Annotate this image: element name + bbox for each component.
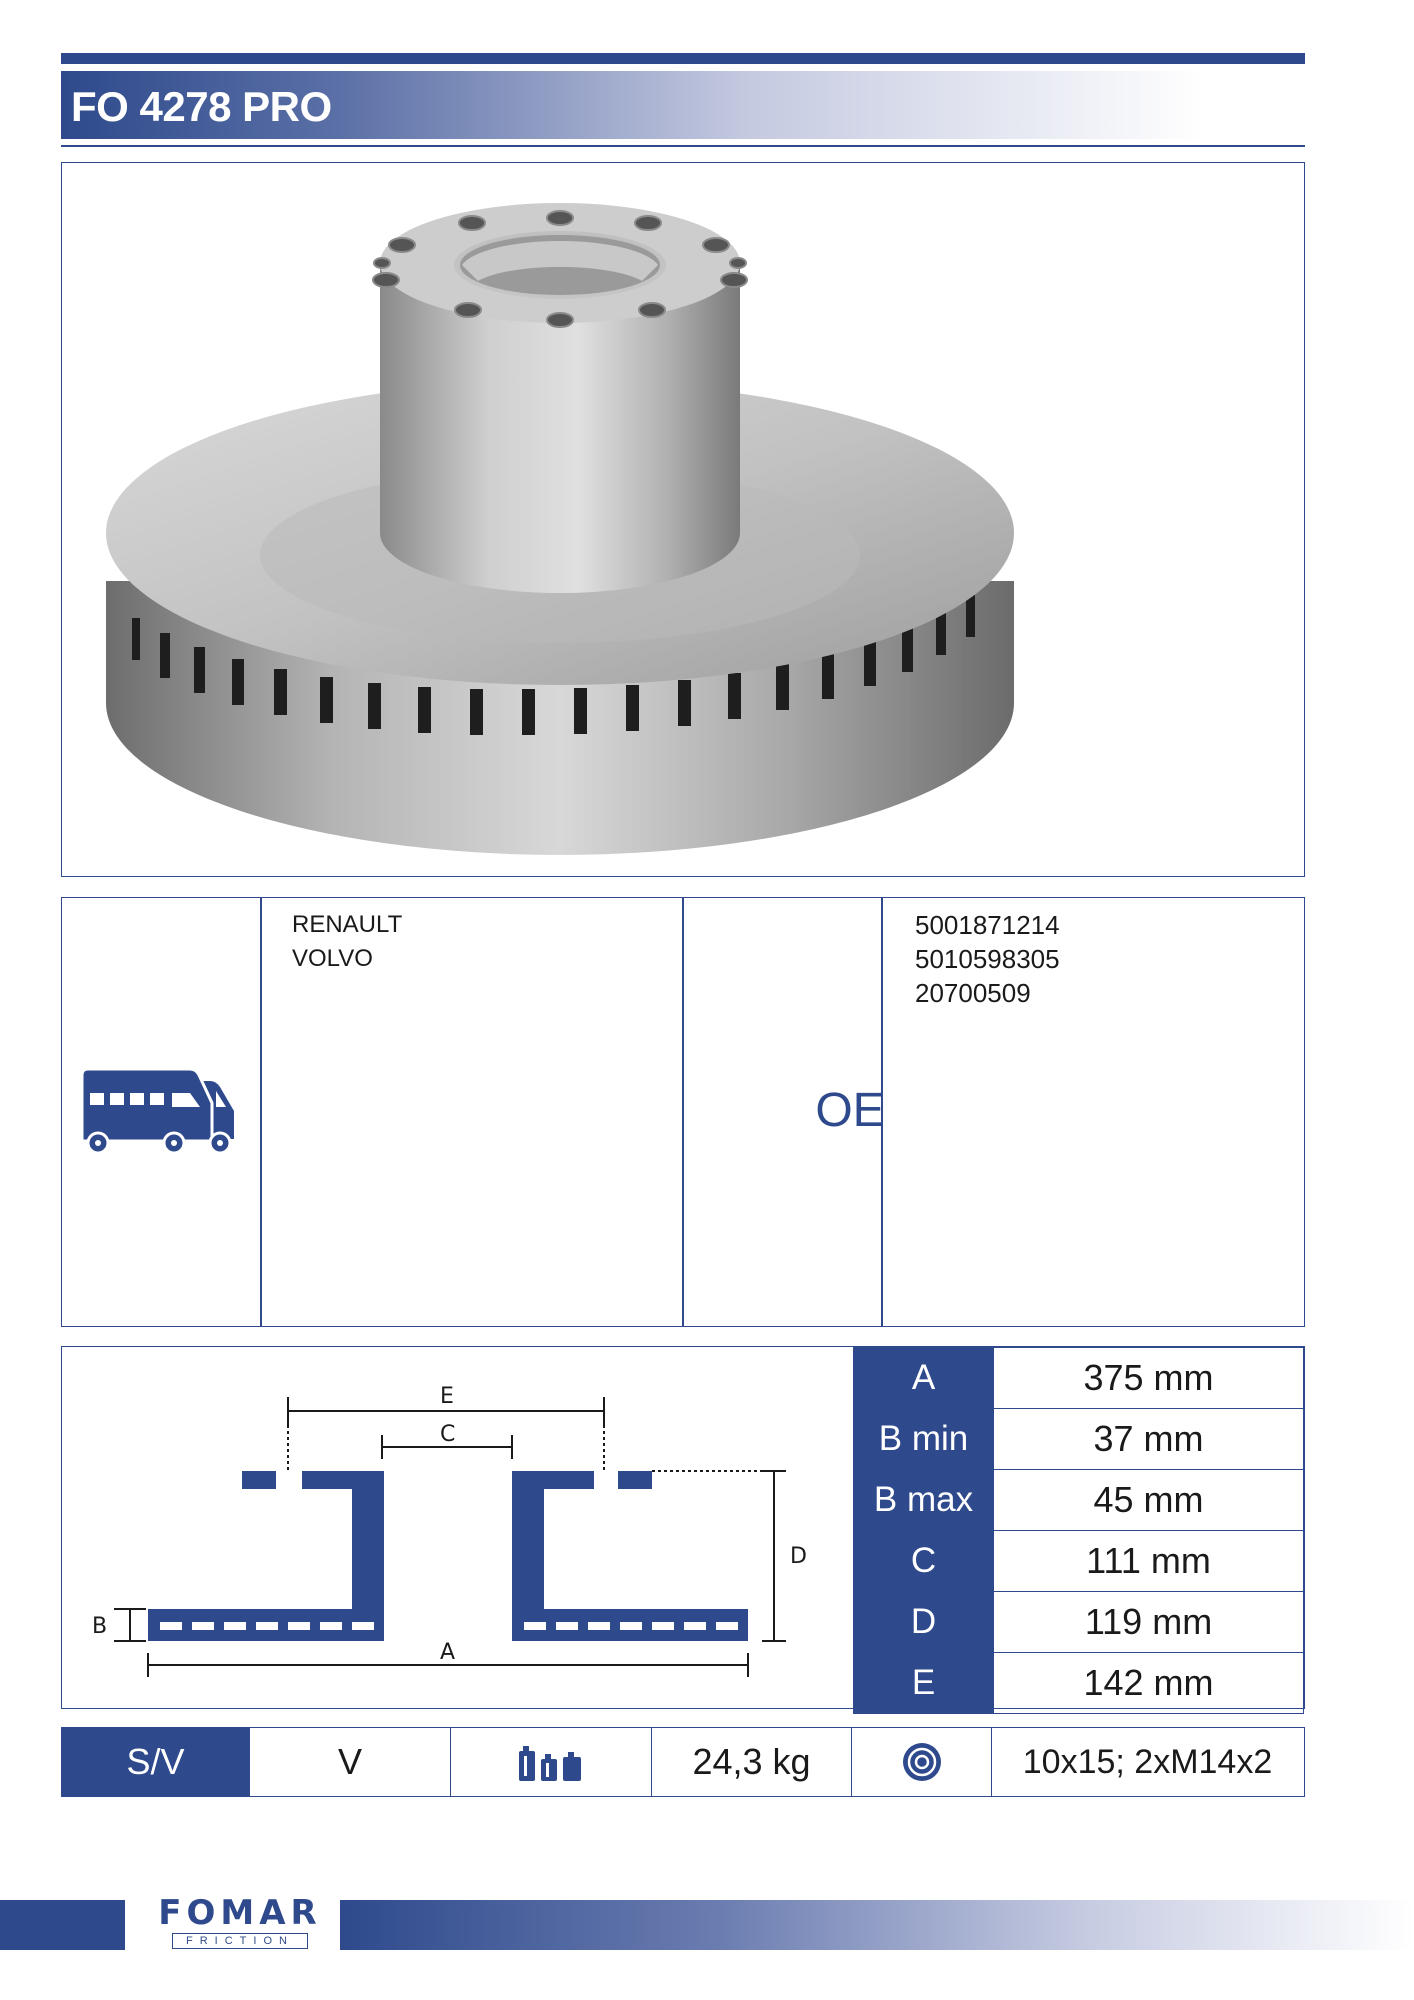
table-row [854, 1531, 1304, 1592]
dim-key: B max [854, 1470, 994, 1531]
diagram-label-a: A [440, 1640, 456, 1665]
dimensions-section [61, 1346, 1305, 1709]
dim-value: 119 mm [994, 1592, 1304, 1653]
oe-label: OE [815, 1084, 885, 1137]
bolt-holes-value: 10x15; 2xM14x2 [1022, 1742, 1273, 1781]
dim-key: C [854, 1531, 994, 1592]
dim-key: A [854, 1348, 994, 1409]
title-band [61, 71, 1305, 139]
make-item: RENAULT [292, 911, 403, 938]
dim-value: 45 mm [994, 1470, 1304, 1531]
product-title: FO 4278 PRO [71, 83, 332, 130]
dimension-diagram [62, 1347, 852, 1707]
weights-icon [451, 1728, 652, 1796]
weight-value: 24,3 kg [652, 1728, 852, 1796]
spec-row [61, 1727, 1305, 1797]
table-row [854, 1653, 1304, 1714]
oe-number: 5001871214 [915, 910, 1060, 940]
footer-bar-left [0, 1900, 125, 1950]
table-row [854, 1409, 1304, 1470]
vehicle-makes-list [292, 908, 402, 976]
dim-key: B min [854, 1409, 994, 1470]
bus-truck-icon [80, 1063, 240, 1153]
dim-value: 111 mm [994, 1531, 1304, 1592]
oe-number: 5010598305 [915, 944, 1060, 974]
diagram-label-d: D [790, 1544, 807, 1569]
fomar-logo [155, 1895, 325, 1955]
table-row [854, 1470, 1304, 1531]
dim-key: D [854, 1592, 994, 1653]
sv-value: V [250, 1728, 451, 1796]
oe-number: 20700509 [915, 978, 1031, 1008]
dim-key: E [854, 1653, 994, 1714]
top-accent-bar [61, 53, 1305, 64]
sv-label: S/V [62, 1728, 250, 1796]
application-table [61, 897, 1305, 1327]
divider [682, 898, 684, 1326]
dim-value: 37 mm [994, 1409, 1304, 1470]
table-row [854, 1592, 1304, 1653]
product-image-frame [61, 162, 1305, 877]
dimensions-table [853, 1347, 1304, 1714]
brand-name: FOMAR [158, 1893, 322, 1933]
footer-bar-right [340, 1900, 1414, 1950]
table-row [854, 1348, 1304, 1409]
divider [260, 898, 262, 1326]
diagram-label-e: E [440, 1384, 454, 1409]
title-underline [61, 145, 1305, 147]
bolt-circle-icon [852, 1728, 992, 1796]
dim-value: 142 mm [994, 1653, 1304, 1714]
brand-subtitle: FRICTION [172, 1933, 308, 1949]
diagram-label-c: C [440, 1422, 456, 1447]
diagram-label-b: B [92, 1614, 108, 1639]
oe-numbers-list [915, 908, 1060, 1010]
dim-value: 375 mm [994, 1348, 1304, 1409]
make-item: VOLVO [292, 945, 373, 972]
brake-disc-image [62, 163, 1303, 875]
